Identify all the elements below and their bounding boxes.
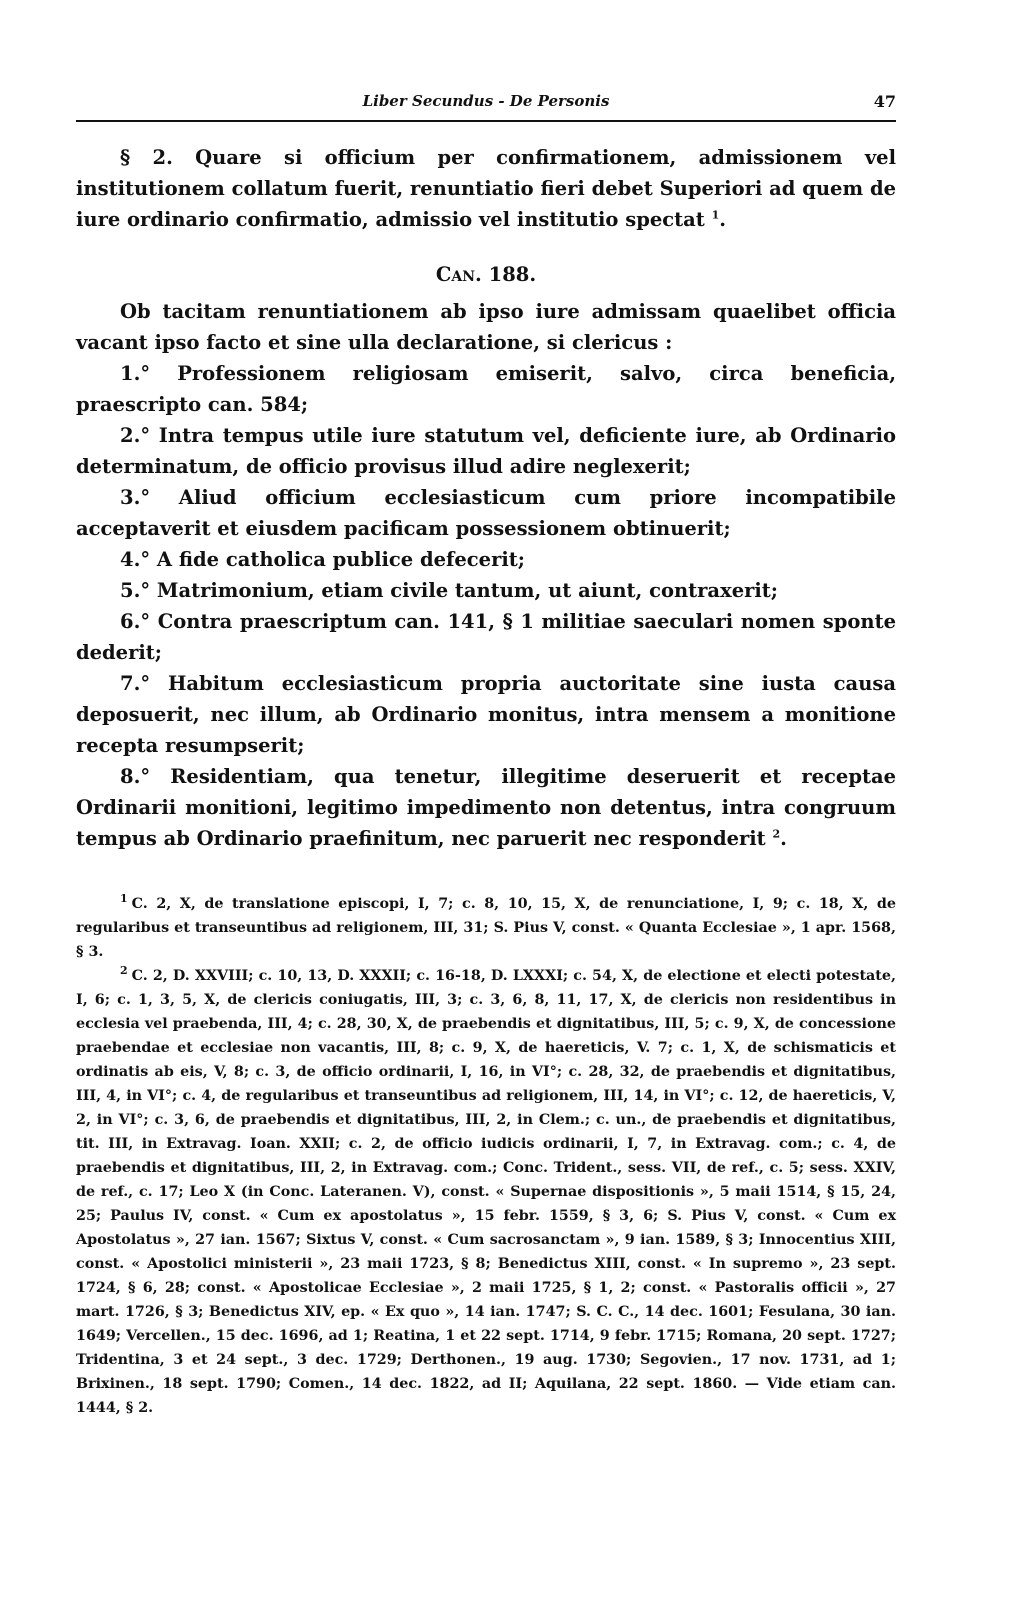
running-title: Liber Secundus - De Personis (362, 92, 610, 110)
section-paragraph (76, 142, 896, 235)
footnote-number: 1 (120, 892, 128, 906)
section-text: § 2. Quare si officium per confirmationem, admissionem vel institutionem collatum fuerit, renuntiatio fieri debet Superiori ad quem de iure ordinario confirmatio, admissio vel institutio spectat (76, 146, 896, 231)
canon-item: 1.° Professionem religiosam emiserit, salvo, circa beneficia, praescripto can. 584; (76, 362, 896, 416)
footnote-text: C. 2, X, de translatione episcopi, I, 7; c. 8, 10, 15, X, de renunciatione, I, 9; c. 18, X, de regularibus et transeuntibus ad religionem, III, 31; S. Pius V, const. « Quanta Ecclesiae », 1 apr. 1568, § 3. (76, 896, 896, 960)
page-header (76, 88, 896, 122)
footnote (76, 964, 896, 1420)
canon-item: 6.° Contra praescriptum can. 141, § 1 militiae saeculari nomen sponte dederit; (76, 610, 896, 664)
canon-intro: Ob tacitam renuntiationem ab ipso iure admissam quaelibet officia vacant ipso facto et sine ulla declaratione, si clericus : (76, 300, 896, 354)
footnotes (76, 892, 896, 1420)
canon-item (76, 761, 896, 854)
canon-item: 7.° Habitum ecclesiasticum propria auctoritate sine iusta causa deposuerit, nec illum, ab Ordinario monitus, intra mensem a monitione recepta resumpserit; (76, 672, 896, 757)
canon-item: 5.° Matrimonium, etiam civile tantum, ut aiunt, contraxerit; (120, 579, 778, 602)
footnote-number: 2 (120, 964, 128, 978)
main-text (76, 142, 896, 854)
footnote (76, 892, 896, 964)
canon-item: 2.° Intra tempus utile iure statutum vel, deficiente iure, ab Ordinario determinatum, de officio provisus illud adire neglexerit; (76, 424, 896, 478)
canon-item-end: . (780, 827, 787, 850)
section-end: . (719, 208, 727, 231)
page-number: 47 (873, 92, 896, 111)
canon-item-text: 8.° Residentiam, qua tenetur, illegitime deseruerit et receptae Ordinarii monitioni, legitimo impedimento non detentus, intra congruum tempus ab Ordinario praefinitum, nec paruerit nec responderit (76, 765, 896, 850)
canon-item: 4.° A fide catholica publice defecerit; (120, 548, 525, 571)
footnote-ref: 1 (711, 208, 720, 222)
canon-heading: Can. 188. (435, 263, 537, 286)
footnote-text: C. 2, D. XXVIII; c. 10, 13, D. XXXII; c. 16-18, D. LXXXI; c. 54, X, de electione et electi potestate, I, 6; c. 1, 3, 5, X, de clericis coniugatis, III, 3; c. 3, 6, 8, 11, 17, X, de clericis non residentibus in ecclesia vel praebenda, III, 4; c. 28, 30, X, de praebendis et dignitatibus, III, 5; c. 9, X, de concessione praebendae et ecclesiae non vacantis, III, 8; c. 9, X, de haereticis, V. 7; c. 1, X, de schismaticis et ordinatis ab eis, V, 8; c. 3, de officio ordinarii, I, 16, in VI°; c. 28, 32, de praebendis et dignitatibus, III, 4, in VI°; c. 4, de regularibus et transeuntibus ad religionem, III, 14, in VI°; c. 12, de haereticis, V, 2, in VI°; c. 3, 6, de praebendis et dignitatibus, III, 2, in Clem.; c. un., de praebendis et dignitatibus, tit. III, in Extravag. Ioan. XXII; c. 2, de officio iudicis ordinarii, I, 7, in Extravag. com.; c. 4, de praebendis et dignitatibus, III, 2, in Extravag. com.; Conc. Trident., sess. VII, de ref., c. 5; sess. XXIV, de ref., c. 17; Leo X (in Conc. Lateranen. V), const. « Supernae dispositionis », 5 maii 1514, § 15, 24, 25; Paulus IV, const. « Cum ex apostolatus », 15 febr. 1559, § 3, 6; S. Pius V, const. « Cum ex Apostolatus », 27 ian. 1567; Sixtus V, const. « Cum sacrosanctam », 9 ian. 1589, § 3; Innocentius XIII, const. « Apostolici ministerii », 23 maii 1723, § 8; Benedictus XIII, const. « In supremo », 23 sept. 1724, § 6, 28; const. « Apostolicae Ecclesiae », 2 maii 1725, § 1, 2; const. « Pastoralis officii », 27 mart. 1726, § 3; Benedictus XIV, ep. « Ex quo », 14 ian. 1747; S. C. C., 14 dec. 1601; Fesulana, 30 ian. 1649; Vercellen., 15 dec. 1696, ad 1; Reatina, 1 et 22 sept. 1714, 9 febr. 1715; Romana, 20 sept. 1727; Tridentina, 3 et 24 sept., 3 dec. 1729; Derthonen., 19 aug. 1730; Segovien., 17 nov. 1731, ad 1; Brixinen., 18 sept. 1790; Comen., 14 dec. 1822, ad II; Aquilana, 22 sept. 1860. — Vide etiam can. 1444, § 2. (76, 968, 896, 1416)
footnote-ref: 2 (772, 827, 781, 841)
canon-item: 3.° Aliud officium ecclesiasticum cum priore incompatibile acceptaverit et eiusdem pacificam possessionem obtinuerit; (76, 486, 896, 540)
